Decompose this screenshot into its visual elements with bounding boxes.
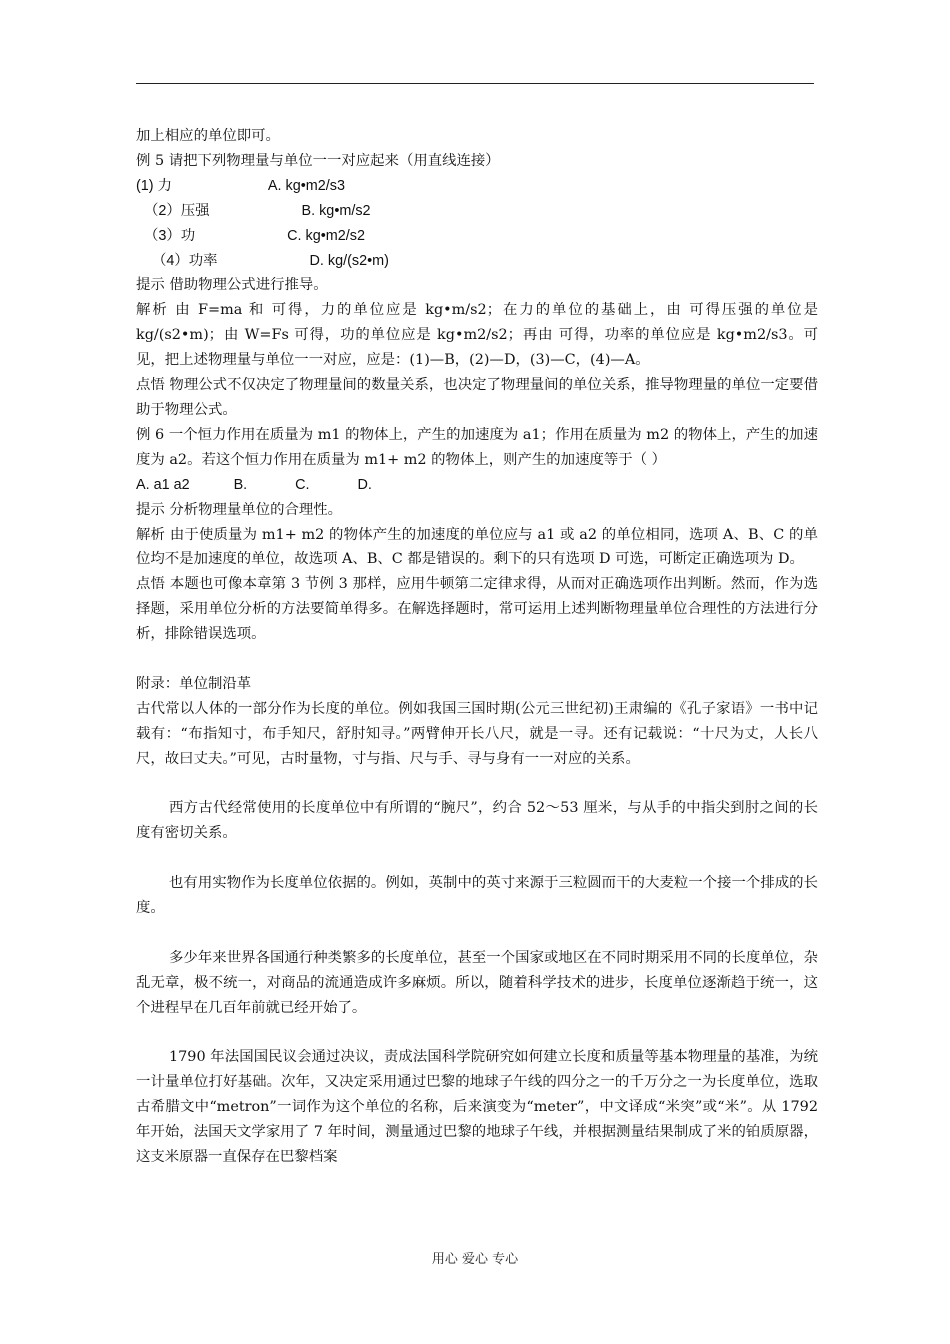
spacer <box>136 647 818 672</box>
example-5-hint: 提示 借助物理公式进行推导。 <box>136 277 328 294</box>
spacer <box>136 1021 818 1046</box>
intro-line: 加上相应的单位即可。 <box>136 128 280 144</box>
example-5-option-1: (1) 力 A. kg•m2/s3 <box>136 177 345 194</box>
header-rule <box>136 83 814 84</box>
appendix-paragraph-5: 1790 年法国国民议会通过决议，责成法国科学院研究如何建立长度和质量等基本物理量的基准，为统一计量单位打好基础。次年，又决定采用通过巴黎的地球子午线的四分之一的千万分之一为长度单位，选取古希腊文中“metron”一词作为这个单位的名称，后来演变为“meter”，中文译成“米突”或“米”。从 1792 年开始，法国天文学家用了 7 年时间，测量通过巴黎的地球子午线，并根据测量结果制成了米的铂质原器，这支米原器一直保存在巴黎档案 <box>136 1049 818 1166</box>
document-body <box>136 124 818 1170</box>
spacer <box>136 846 818 871</box>
example-5-insight: 点悟 物理公式不仅决定了物理量间的数量关系，也决定了物理量间的单位关系，推导物理量的单位一定要借助于物理公式。 <box>136 377 818 418</box>
example-5-title: 例 5 请把下列物理量与单位一一对应起来（用直线连接） <box>136 152 500 169</box>
example-6-title: 例 6 一个恒力作用在质量为 m1 的物体上，产生的加速度为 a1；作用在质量为 m2 的物体上，产生的加速度为 a2。若这个恒力作用在质量为 m1+ m2 的物体上，则产生的加速度等于（ ） <box>136 426 818 468</box>
spacer <box>136 921 818 946</box>
appendix-title: 附录：单位制沿革 <box>136 675 252 692</box>
example-6-insight: 点悟 本题也可像本章第 3 节例 3 那样，应用牛顿第二定律求得，从而对正确选项作出判断。然而，作为选择题，采用单位分析的方法要简单得多。在解选择题时，常可运用上述判断物理量单位合理性的方法进行分析，排除错误选项。 <box>136 576 818 643</box>
appendix-paragraph-3: 也有用实物作为长度单位依据的。例如，英制中的英寸来源于三粒圆而干的大麦粒一个接一个排成的长度。 <box>136 875 818 917</box>
appendix-paragraph-4: 多少年来世界各国通行种类繁多的长度单位，甚至一个国家或地区在不同时期采用不同的长度单位，杂乱无章，极不统一，对商品的流通造成许多麻烦。所以，随着科学技术的进步，长度单位逐渐趋于统一，这个进程早在几百年前就已经开始了。 <box>136 949 818 1016</box>
example-6-options: A. a1 a2 B. C. D. <box>136 476 372 493</box>
example-5-option-4: （4）功率 D. kg/(s2•m) <box>136 252 389 269</box>
example-5-option-2: （2）压强 B. kg•m/s2 <box>136 202 371 219</box>
appendix-paragraph-1: 古代常以人体的一部分作为长度的单位。例如我国三国时期(公元三世纪初)王肃编的《孔子家语》一书中记载有：“布指知寸，布手知尺，舒肘知寻。”两臂伸开长八尺，就是一寻。还有记载说：“十尺为丈，人长八尺，故曰丈夫。”可见，古时量物，寸与指、尺与手、寻与身有一一对应的关系。 <box>136 700 818 767</box>
page-footer: 用心 爱心 专心 <box>431 1252 519 1267</box>
example-5-option-3: （3）功 C. kg•m2/s2 <box>136 227 365 244</box>
example-6-hint: 提示 分析物理量单位的合理性。 <box>136 501 343 518</box>
example-5-analysis: 解析 由 F=ma 和 可得，力的单位应是 kg•m/s2；在力的单位的基础上，由 可得压强的单位是 kg/(s2•m)；由 W=Fs 可得，功的单位应是 kg•m2/s2；再由 可得，功率的单位应是 kg•m2/s3。可见，把上述物理量与单位一一对应，应是：(1)—B，(2)—D，(3)—C，(4)—A。 <box>136 302 818 369</box>
example-6-analysis: 解析 由于使质量为 m1+ m2 的物体产生的加速度的单位应与 a1 或 a2 的单位相同，选项 A、B、C 的单位均不是加速度的单位，故选项 A、B、C 都是错误的。剩下的只有选项 D 可选，可断定正确选项为 D。 <box>136 526 818 568</box>
appendix-paragraph-2: 西方古代经常使用的长度单位中有所谓的“腕尺”，约合 52～53 厘米，与从手的中指尖到肘之间的长度有密切关系。 <box>136 800 818 842</box>
spacer <box>136 772 818 797</box>
